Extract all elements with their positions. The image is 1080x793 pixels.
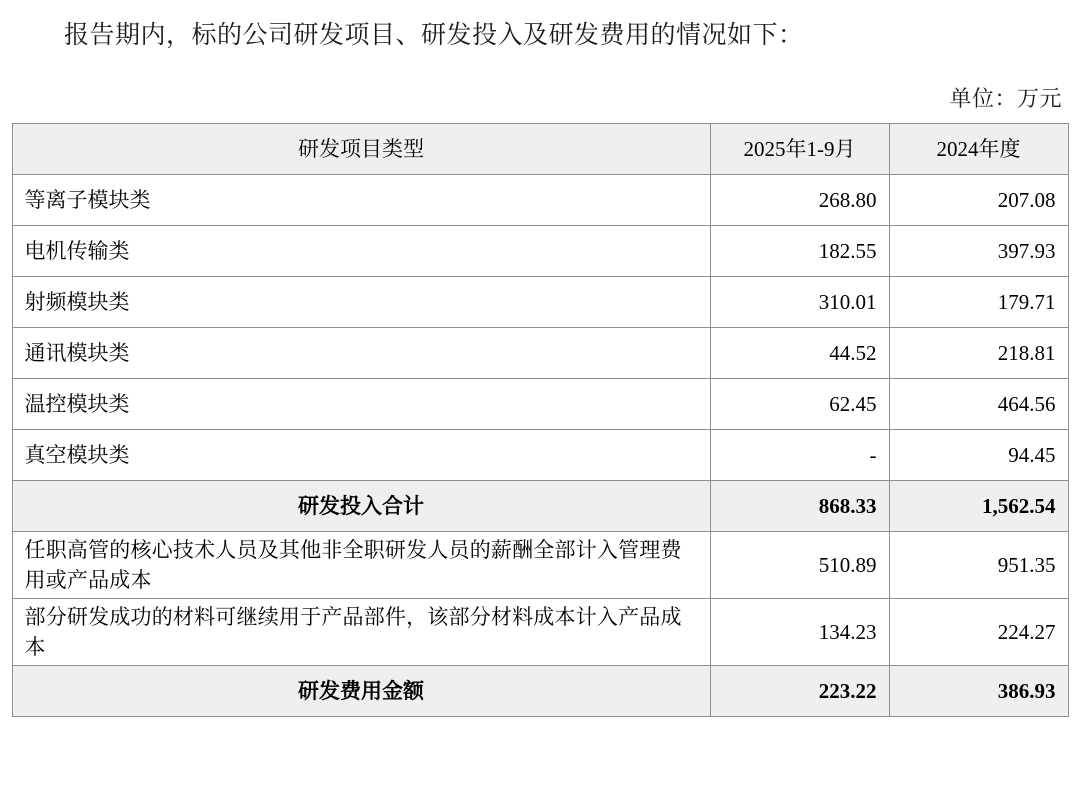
row-value-period-1: 134.23	[710, 599, 889, 666]
row-label: 电机传输类	[12, 226, 710, 277]
table-row	[12, 599, 1068, 666]
table-row-total-expense	[12, 666, 1068, 717]
row-value-period-2: 464.56	[889, 379, 1068, 430]
table-body	[12, 175, 1068, 717]
row-value-period-1: 268.80	[710, 175, 889, 226]
table-row	[12, 175, 1068, 226]
row-value-period-1: -	[710, 430, 889, 481]
row-value-period-2: 386.93	[889, 666, 1068, 717]
column-header-period-2: 2024年度	[889, 124, 1068, 175]
row-value-period-1: 510.89	[710, 532, 889, 599]
row-value-period-1: 868.33	[710, 481, 889, 532]
column-header-project-type: 研发项目类型	[12, 124, 710, 175]
row-label: 射频模块类	[12, 277, 710, 328]
table-row	[12, 532, 1068, 599]
table-row	[12, 430, 1068, 481]
row-value-period-2: 207.08	[889, 175, 1068, 226]
row-label: 等离子模块类	[12, 175, 710, 226]
row-label: 部分研发成功的材料可继续用于产品部件，该部分材料成本计入产品成本	[12, 599, 710, 666]
row-value-period-2: 951.35	[889, 532, 1068, 599]
row-value-period-2: 1,562.54	[889, 481, 1068, 532]
row-label: 温控模块类	[12, 379, 710, 430]
table-header-row	[12, 124, 1068, 175]
intro-paragraph: 报告期内，标的公司研发项目、研发投入及研发费用的情况如下：	[64, 22, 804, 49]
row-value-period-2: 218.81	[889, 328, 1068, 379]
row-value-period-1: 62.45	[710, 379, 889, 430]
row-value-period-1: 44.52	[710, 328, 889, 379]
row-label: 任职高管的核心技术人员及其他非全职研发人员的薪酬全部计入管理费用或产品成本	[12, 532, 710, 599]
table-row	[12, 277, 1068, 328]
row-label: 通讯模块类	[12, 328, 710, 379]
row-value-period-2: 224.27	[889, 599, 1068, 666]
rd-investment-table	[12, 123, 1069, 717]
column-header-period-1: 2025年1-9月	[710, 124, 889, 175]
table-row-total-investment	[12, 481, 1068, 532]
row-value-period-1: 182.55	[710, 226, 889, 277]
table-row	[12, 226, 1068, 277]
row-value-period-1: 310.01	[710, 277, 889, 328]
row-label: 研发费用金额	[12, 666, 710, 717]
unit-note: 单位：万元	[949, 86, 1062, 111]
table-header	[12, 124, 1068, 175]
row-value-period-1: 223.22	[710, 666, 889, 717]
row-value-period-2: 397.93	[889, 226, 1068, 277]
row-value-period-2: 179.71	[889, 277, 1068, 328]
row-label: 真空模块类	[12, 430, 710, 481]
table-row	[12, 328, 1068, 379]
table-row	[12, 379, 1068, 430]
row-value-period-2: 94.45	[889, 430, 1068, 481]
row-label: 研发投入合计	[12, 481, 710, 532]
